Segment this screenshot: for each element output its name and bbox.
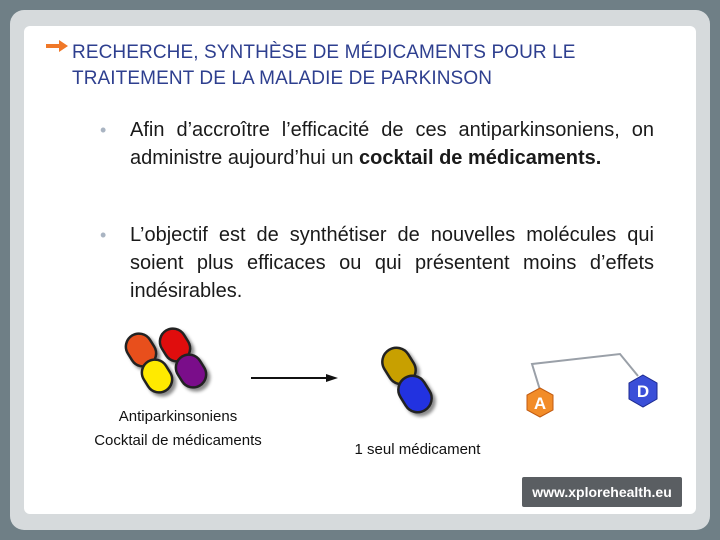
bullet-dot-icon: • — [100, 120, 107, 140]
node-d-label: D — [636, 382, 650, 401]
title-line-2: TRAITEMENT DE LA MALADIE DE PARKINSON — [72, 68, 493, 89]
website-badge[interactable]: www.xplorehealth.eu — [522, 477, 682, 507]
caption-cocktail — [70, 405, 286, 453]
bullet-dot-icon: • — [100, 225, 107, 245]
node-a-label: A — [533, 394, 547, 413]
caption-left-line-1: Antiparkinsoniens — [118, 408, 238, 425]
bullet-text-bold: cocktail de médicaments. — [359, 147, 602, 169]
node-a-icon — [527, 388, 553, 417]
bullet-text-regular: Afin d’accroître l’efficacité de ces antiparkinsoniens, on administre aujourd’hui un — [130, 119, 654, 169]
pill-gold-blue-icon — [377, 342, 437, 417]
bullet-text-regular: L’objectif est de synthétiser de nouvelles molécules qui soient plus efficaces ou qui présentent moins d’effets indésirables. — [130, 224, 654, 302]
caption-left-line-2: Cocktail de médicaments — [94, 432, 262, 449]
molecule-diagram — [527, 354, 657, 417]
caption-single-drug: 1 seul médicament — [354, 441, 481, 458]
node-d-icon — [629, 375, 657, 407]
title-line-1: RECHERCHE, SYNTHÈSE DE MÉDICAMENTS POUR LE — [72, 42, 576, 63]
conversion-arrow-icon — [251, 374, 338, 382]
